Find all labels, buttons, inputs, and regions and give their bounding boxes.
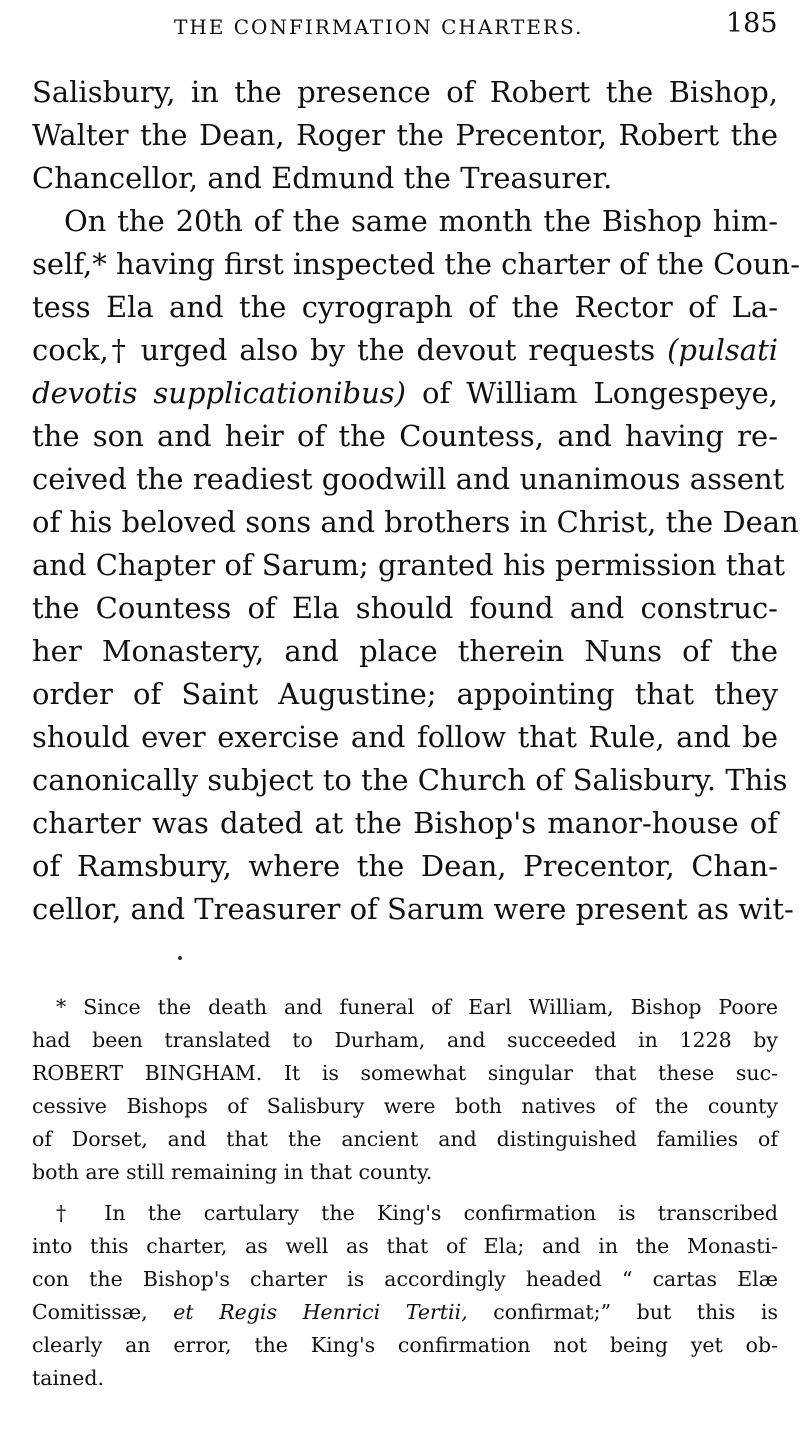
- footnote-line: clearly an error, the King's confirmation not being yet ob-: [32, 1333, 778, 1357]
- text-line: ceived the readiest goodwill and unanimous assent: [32, 462, 785, 496]
- running-title: THE CONFIRMATION CHARTERS.: [174, 15, 584, 39]
- text-line: the son and heir of the Countess, and having re-: [32, 419, 778, 453]
- footnote-line: † In the cartulary the King's confirmation is transcribed: [56, 1201, 778, 1225]
- text-line: and Chapter of Sarum; granted his permission that: [32, 548, 786, 582]
- ink-speck: [178, 956, 182, 960]
- footnote-line: ROBERT BINGHAM. It is somewhat singular that these suc-: [32, 1061, 778, 1085]
- text-line: the Countess of Ela should found and construc-: [32, 591, 778, 625]
- text-line: cock,† urged also by the devout requests (pulsati: [32, 333, 778, 367]
- text-line: On the 20th of the same month the Bishop him-: [64, 204, 778, 238]
- text-line: of his beloved sons and brothers in Christ, the Dean: [32, 505, 799, 539]
- text-line: self,* having first inspected the charter of the Coun-: [32, 247, 800, 281]
- text-line: should ever exercise and follow that Rule, and be: [32, 720, 778, 754]
- text-line: tess Ela and the cyrograph of the Rector of La-: [32, 290, 778, 324]
- text-line: her Monastery, and place therein Nuns of the: [32, 634, 778, 668]
- text-line: Salisbury, in the presence of Robert the Bishop,: [32, 75, 778, 109]
- text-line: charter was dated at the Bishop's manor-house of: [32, 806, 778, 840]
- footnote-line: both are still remaining in that county.: [32, 1160, 433, 1184]
- text-line: of Ramsbury, where the Dean, Precentor, Chan-: [32, 849, 778, 883]
- text-line: Walter the Dean, Roger the Precentor, Robert the: [32, 118, 778, 152]
- text-line: canonically subject to the Church of Salisbury. This: [32, 763, 788, 797]
- footnote-line: of Dorset, and that the ancient and distinguished families of: [32, 1127, 778, 1151]
- text-line: devotis supplicationibus) of William Longespeye,: [32, 376, 778, 410]
- text-line: cellor, and Treasurer of Sarum were present as wit-: [32, 892, 794, 926]
- footnote-line: had been translated to Durham, and succeeded in 1228 by: [32, 1028, 778, 1052]
- page-number: 185: [726, 8, 778, 39]
- footnote-line: cessive Bishops of Salisbury were both natives of the county: [32, 1094, 778, 1118]
- page-header: [0, 8, 800, 44]
- footnote-line: into this charter, as well as that of Ela; and in the Monasti-: [32, 1234, 778, 1258]
- footnote-line: tained.: [32, 1366, 104, 1390]
- footnote-line: Comitissæ, et Regis Henrici Tertii, confirmat;” but this is: [32, 1300, 779, 1324]
- footnote-line: * Since the death and funeral of Earl William, Bishop Poore: [56, 995, 778, 1019]
- text-line: order of Saint Augustine; appointing that they: [32, 677, 778, 711]
- footnote-line: con the Bishop's charter is accordingly headed “ cartas Elæ: [32, 1267, 778, 1291]
- text-line: Chancellor, and Edmund the Treasurer.: [32, 161, 613, 195]
